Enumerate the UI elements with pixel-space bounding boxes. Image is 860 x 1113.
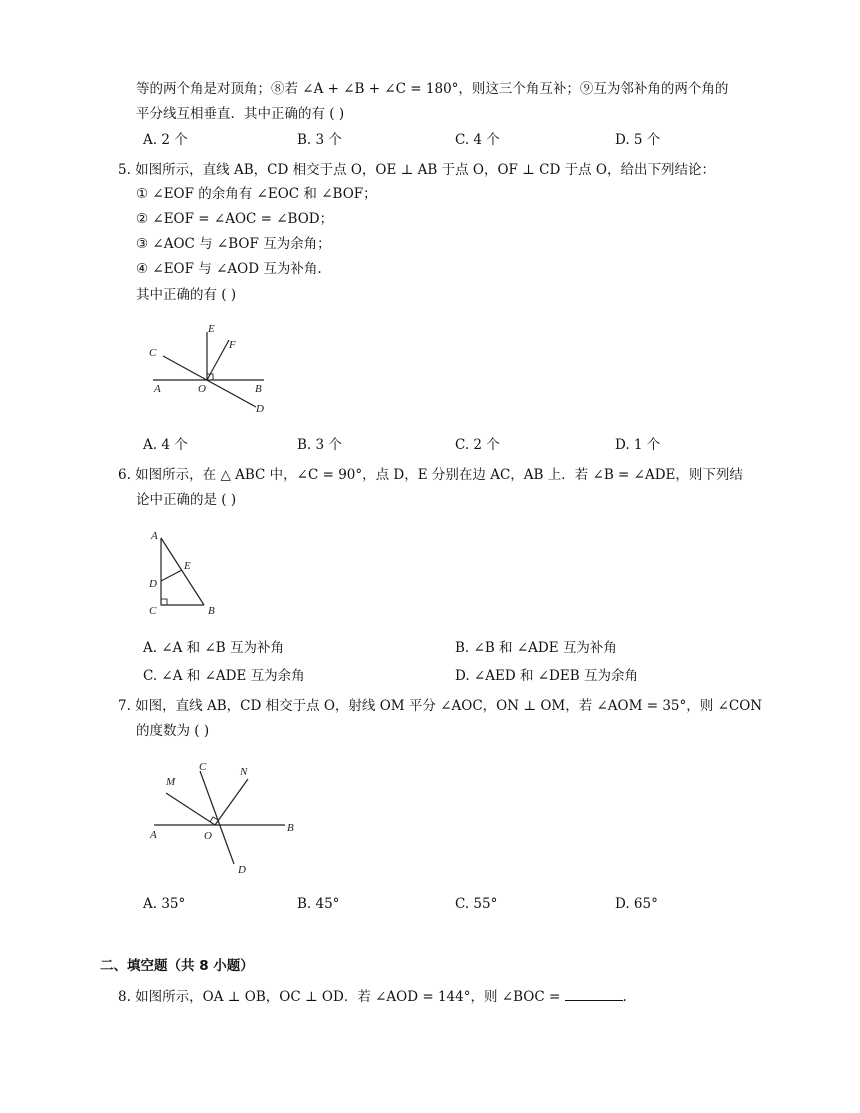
q6-label-d: D: [149, 578, 157, 590]
q5-option-a[interactable]: A. 4 个: [143, 437, 188, 453]
q4-option-d[interactable]: D. 5 个: [615, 132, 661, 148]
q4-option-c[interactable]: C. 4 个: [455, 132, 500, 148]
q6-stem-line1: 6. 如图所示，在 △ ABC 中，∠C = 90°，点 D，E 分别在边 AC，AB 上．若 ∠B = ∠ADE，则下列结: [118, 467, 743, 483]
q6-option-b[interactable]: B. ∠B 和 ∠ADE 互为补角: [455, 640, 617, 656]
q6-label-c: C: [149, 605, 157, 617]
q7-label-c: C: [199, 761, 207, 773]
q7-option-b[interactable]: B. 45°: [297, 896, 340, 912]
q7-label-m: M: [166, 776, 176, 788]
q8-stem-text: 8. 如图所示，OA ⊥ OB，OC ⊥ OD．若 ∠AOD = 144°，则 ∠BOC =: [118, 989, 561, 1005]
q6-stem-line2: 论中正确的是 ( ): [136, 492, 237, 508]
q4-option-b[interactable]: B. 3 个: [297, 132, 342, 148]
q6-option-c[interactable]: C. ∠A 和 ∠ADE 互为余角: [143, 668, 305, 684]
q5-label-e: E: [208, 323, 215, 335]
q7-option-c[interactable]: C. 55°: [455, 896, 498, 912]
q6-label-a: A: [151, 530, 158, 542]
q4-line2: 平分线互相垂直．其中正确的有 ( ): [136, 106, 345, 122]
q5-option-d[interactable]: D. 1 个: [615, 437, 661, 453]
q7-option-d[interactable]: D. 65°: [615, 896, 658, 912]
q6-figure: [144, 525, 234, 624]
q5-label-b: B: [255, 383, 262, 395]
q5-item-4: ④ ∠EOF 与 ∠AOD 互为补角.: [136, 261, 322, 277]
q8-answer-blank[interactable]: [565, 988, 623, 1001]
q5-label-c: C: [149, 347, 157, 359]
q6-label-b: B: [208, 605, 215, 617]
q7-label-d: D: [238, 864, 246, 876]
section-title-fill-in: 二、填空题（共 8 小题）: [100, 958, 254, 974]
q7-label-a: A: [150, 829, 157, 841]
q4-option-a[interactable]: A. 2 个: [143, 132, 188, 148]
q5-figure: [140, 320, 280, 424]
q6-option-d[interactable]: D. ∠AED 和 ∠DEB 互为余角: [455, 668, 638, 684]
q5-label-f: F: [229, 339, 236, 351]
q5-label-a: A: [154, 383, 161, 395]
q5-item-2: ② ∠EOF = ∠AOC = ∠BOD；: [136, 211, 334, 227]
q7-label-n: N: [240, 766, 248, 778]
q7-option-a[interactable]: A. 35°: [143, 896, 186, 912]
q7-stem-line1: 7. 如图，直线 AB，CD 相交于点 O，射线 OM 平分 ∠AOC，ON ⊥ OM，若 ∠AOM = 35°，则 ∠CON: [118, 698, 763, 714]
q7-label-o: O: [204, 830, 212, 842]
q5-stem: 5. 如图所示，直线 AB，CD 相交于点 O，OE ⊥ AB 于点 O，OF ⊥ CD 于点 O，给出下列结论：: [118, 162, 715, 178]
q7-figure: [144, 757, 309, 886]
q5-item-1: ① ∠EOF 的余角有 ∠EOC 和 ∠BOF；: [136, 186, 377, 202]
q5-ask: 其中正确的有 ( ): [136, 287, 237, 303]
q6-label-e: E: [184, 560, 191, 572]
q5-label-o: O: [198, 383, 206, 395]
q5-item-3: ③ ∠AOC 与 ∠BOF 互为余角；: [136, 236, 331, 252]
q6-option-a[interactable]: A. ∠A 和 ∠B 互为补角: [143, 640, 284, 656]
q7-label-b: B: [287, 822, 294, 834]
q7-stem-line2: 的度数为 ( ): [136, 723, 210, 739]
q8-stem: [118, 988, 627, 1006]
q5-option-b[interactable]: B. 3 个: [297, 437, 342, 453]
q4-line1: 等的两个角是对顶角；⑧若 ∠A + ∠B + ∠C = 180°，则这三个角互补；⑨互为邻补角的两个角的: [136, 81, 729, 97]
q5-label-d: D: [256, 403, 264, 415]
q8-stem-end: .: [622, 989, 627, 1005]
q5-option-c[interactable]: C. 2 个: [455, 437, 500, 453]
